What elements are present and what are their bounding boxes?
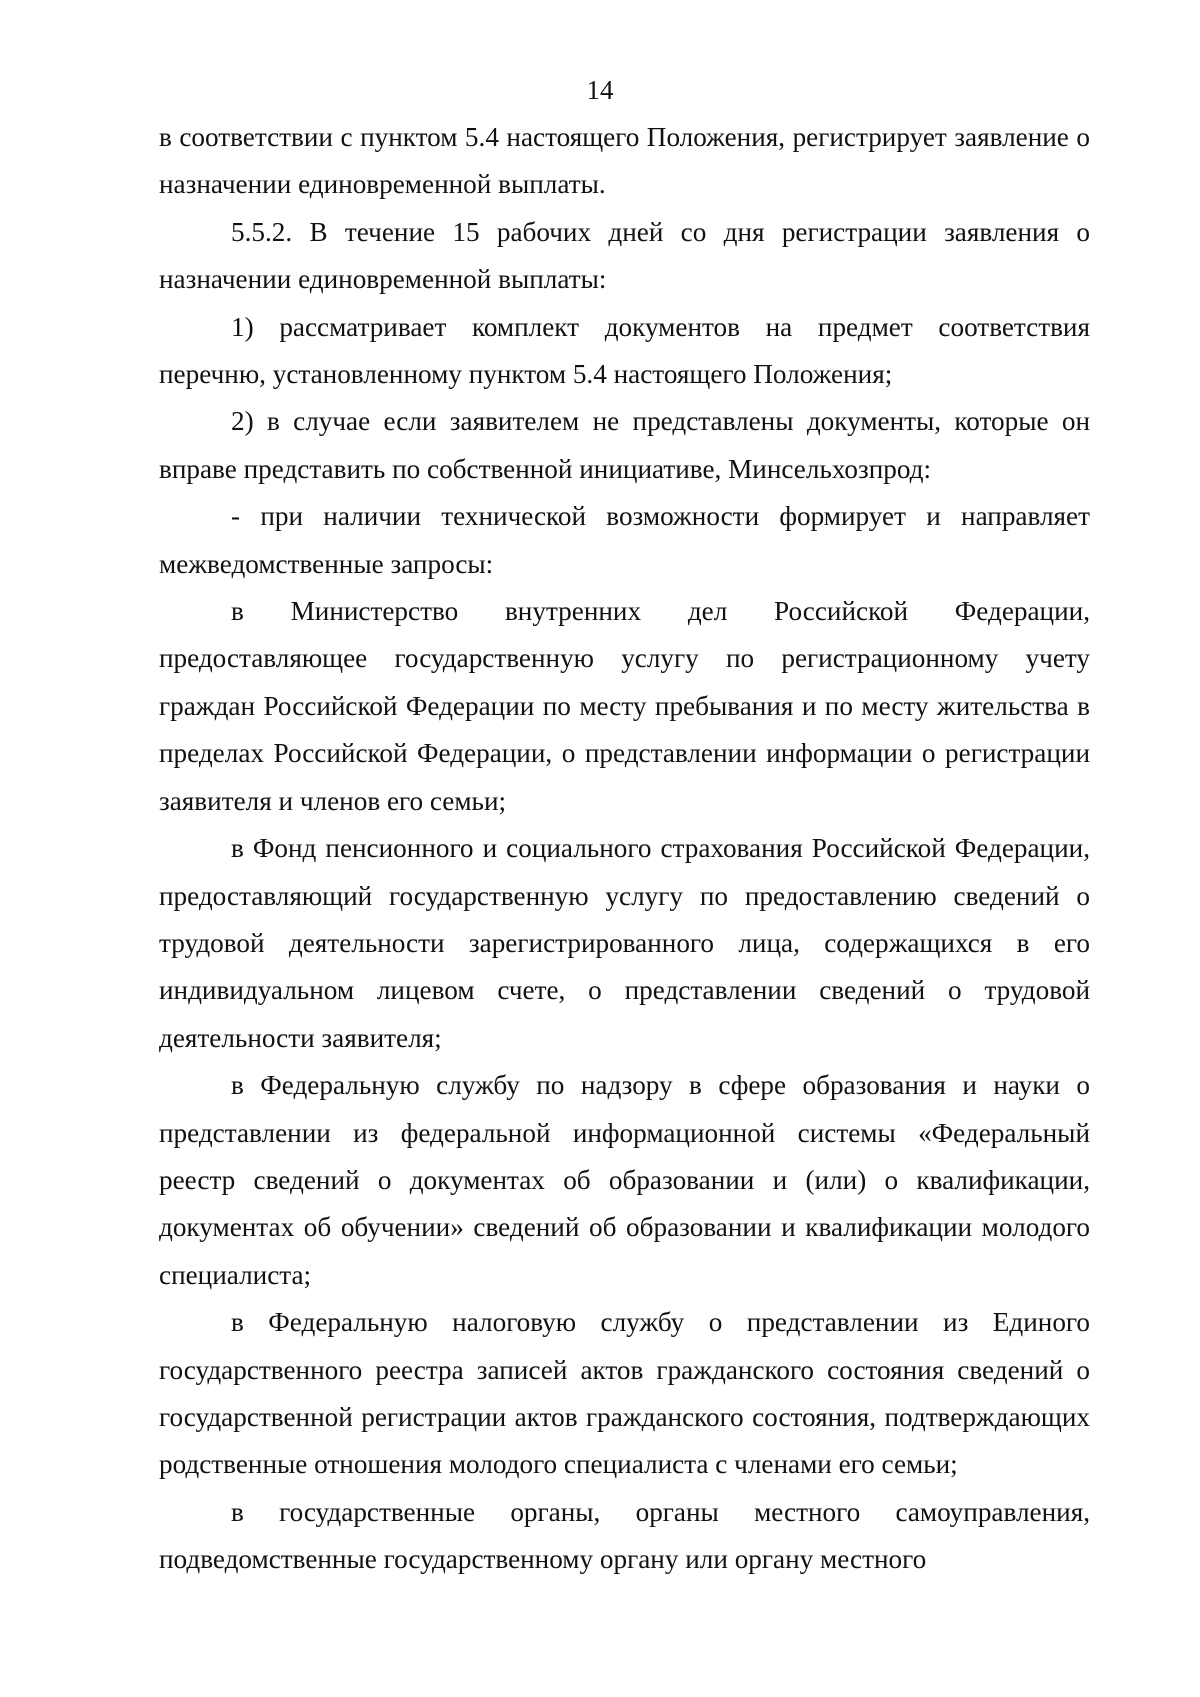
paragraph-item-2: 2) в случае если заявителем не представлены документы, которые он вправе представить по собственной инициативе, Минсельхозпрод: xyxy=(159,406,1090,484)
paragraph-5-5-2: 5.5.2. В течение 15 рабочих дней со дня регистрации заявления о назначении единовременной выплаты: xyxy=(159,216,1090,295)
paragraph-request-fns: в Федеральную налоговую службу о представлении из Единого государственного реестра записей актов гражданского состояния сведений о государственной регистрации актов гражданского состояния, подтверждающих родственные отношения молодого специалиста с членами его семьи; xyxy=(159,1307,1090,1480)
paragraph-request-rosobrnadzor: в Федеральную службу по надзору в сфере образования и науки о представлении из федеральной информационной системы «Федеральный реестр сведений о документах об образовании и (или) о квалификации, документах об обучении» сведений об образовании и квалификации молодого специалиста; xyxy=(159,1070,1090,1290)
paragraph-interagency-requests: - при наличии технической возможности формирует и направляет межведомственные запросы: xyxy=(159,501,1090,579)
paragraph-request-mvd: в Министерство внутренних дел Российской Федерации, предоставляющее государственную услугу по регистрационному учету граждан Российской Федерации по месту пребывания и по месту жительства в пределах Российской Федерации, о представлении информации о регистрации заявителя и членов его семьи; xyxy=(159,596,1090,816)
paragraph-item-1: 1) рассматривает комплект документов на предмет соответствия перечню, установленному пунктом 5.4 настоящего Положения; xyxy=(159,311,1090,390)
paragraph-continuation: в соответствии с пунктом 5.4 настоящего Положения, регистрирует заявление о назначении единовременной выплаты. xyxy=(159,122,1090,200)
document-body xyxy=(159,114,1090,1584)
paragraph-request-sfr: в Фонд пенсионного и социального страхования Российской Федерации, предоставляющий государственную услугу по предоставлению сведений о трудовой деятельности зарегистрированного лица, содержащихся в его индивидуальном лицевом счете, о представлении сведений о трудовой деятельности заявителя; xyxy=(159,833,1090,1053)
paragraph-request-state-bodies: в государственные органы, органы местного самоуправления, подведомственные государственному органу или органу местного xyxy=(159,1496,1090,1575)
page-number: 14 xyxy=(586,75,614,105)
